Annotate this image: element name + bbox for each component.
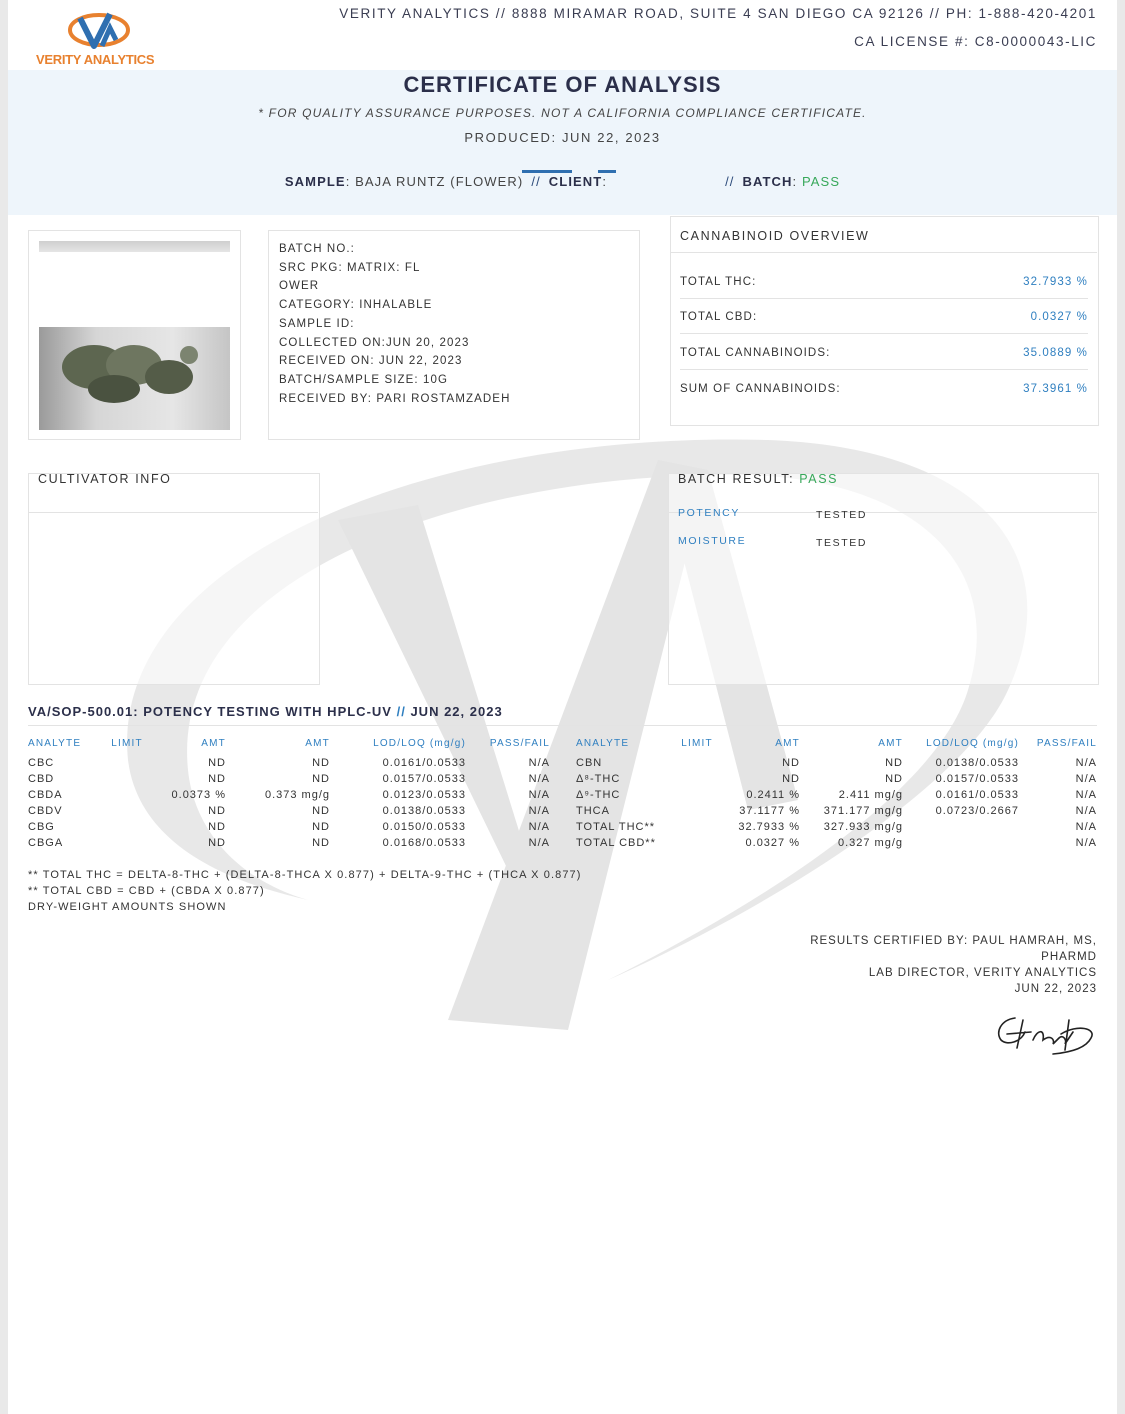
pass-fail-cell: N/A [1075,757,1097,769]
amt-mg-cell: ND [312,821,330,833]
analyte-cell: CBDA [28,789,63,801]
potency-date: JUN 22, 2023 [410,704,503,719]
col-analyte: ANALYTE [28,738,82,749]
amt-percent-cell: ND [208,837,226,849]
amt-percent-cell: ND [208,757,226,769]
amt-percent-cell: ND [208,773,226,785]
batch-status: PASS [801,174,841,189]
ca-license: CA LICENSE #: C8-0000043-LIC [854,34,1097,49]
analyte-cell: CBGA [28,837,64,849]
client-value: : [602,174,608,189]
potency-row [576,755,1097,771]
lod-loq-cell: 0.0161/0.0533 [935,789,1019,801]
pass-fail-cell: N/A [528,773,550,785]
pass-fail-cell: N/A [1075,837,1097,849]
sample-value: : BAJA RUNTZ (FLOWER) [345,174,524,189]
analyte-cell: TOTAL CBD** [576,837,656,849]
potency-row [576,787,1097,803]
pass-fail-cell: N/A [1075,773,1097,785]
col-amt-mg: AMT [305,738,330,749]
limit-cell [98,755,156,771]
batch-result-heading [678,472,838,486]
potency-row [28,771,550,787]
potency-row [28,787,550,803]
batch-result-status: PASS [799,472,839,486]
overview-value: 32.7933 % [1023,276,1088,288]
separator: // [725,174,735,189]
overview-value: 35.0889 % [1023,347,1088,359]
analyte-cell: Δ⁹-THC [576,789,621,801]
redaction-bar [598,170,616,173]
amt-mg-cell: 0.373 mg/g [264,789,330,801]
batch-result-label: BATCH RESULT: [678,472,795,486]
cannabis-flower-icon [39,327,230,430]
footnote-dry-weight: DRY-WEIGHT AMOUNTS SHOWN [28,901,227,913]
amt-mg-cell: ND [312,805,330,817]
amt-mg-cell: ND [312,773,330,785]
sample-info-box [268,230,640,440]
col-amt-percent: AMT [201,738,226,749]
potency-row [28,835,550,851]
lod-loq-cell: 0.0123/0.0533 [382,789,466,801]
amt-mg-cell: 371.177 mg/g [823,805,903,817]
col-amt-percent: AMT [775,738,800,749]
analyte-cell: THCA [576,805,610,817]
amt-percent-cell: 37.1177 % [739,805,800,817]
sample-photo [39,327,230,430]
sample-id: SAMPLE ID: [279,317,355,330]
lod-loq-cell: 0.0723/0.2667 [935,805,1019,817]
pass-fail-cell: N/A [1075,805,1097,817]
overview-label: TOTAL CANNABINOIDS: [680,347,831,359]
col-lod-loq: LOD/LOQ (mg/g) [926,738,1019,749]
amt-percent-cell: ND [782,773,800,785]
col-pass-fail: PASS/FAIL [489,738,550,749]
certification-block [810,933,1097,997]
sample-line [8,174,1117,189]
src-pkg-wrap: OWER [279,280,320,293]
pass-fail-cell: N/A [528,837,550,849]
batch-colon: : [792,174,798,189]
lod-loq-cell: 0.0138/0.0533 [935,757,1019,769]
signature [993,1010,1099,1058]
analyte-cell: Δ⁸-THC [576,773,621,785]
amt-percent-cell: 0.0373 % [171,789,226,801]
batch-label: BATCH [742,174,793,189]
amt-percent-cell: 0.0327 % [745,837,800,849]
received-on: RECEIVED ON: JUN 22, 2023 [279,355,463,368]
analyte-cell: CBG [28,821,55,833]
lod-loq-cell: 0.0150/0.0533 [382,821,466,833]
overview-heading: CANNABINOID OVERVIEW [680,229,870,243]
analyte-cell: CBN [576,757,603,769]
amt-mg-cell: ND [885,757,903,769]
separator: // [531,174,541,189]
potency-table-right [576,738,1097,851]
client-label: CLIENT [548,174,603,189]
potency-row [576,803,1097,819]
lod-loq-cell: 0.0161/0.0533 [382,757,466,769]
pass-fail-cell: N/A [528,805,550,817]
amt-percent-cell: 0.2411 % [746,789,800,801]
potency-row [576,835,1097,851]
sample-photo-box [28,230,241,440]
col-limit: LIMIT [111,738,143,749]
photo-strip [39,241,230,252]
pass-fail-cell: N/A [1075,789,1097,801]
lod-loq-cell: 0.0157/0.0533 [935,773,1019,785]
cultivator-info-box [28,473,320,685]
divider [680,333,1088,334]
disclaimer: * FOR QUALITY ASSURANCE PURPOSES. NOT A CALIFORNIA COMPLIANCE CERTIFICATE. [258,106,867,120]
col-amt-mg: AMT [878,738,903,749]
amt-mg-cell: 0.327 mg/g [837,837,903,849]
analyte-cell: CBD [28,773,55,785]
category: CATEGORY: INHALABLE [279,299,433,312]
col-limit: LIMIT [681,738,713,749]
amt-mg-cell: 2.411 mg/g [838,789,903,801]
page-title: CERTIFICATE OF ANALYSIS [403,72,722,97]
potency-method: VA/SOP-500.01: POTENCY TESTING WITH HPLC-UV [28,704,392,719]
certified-by: RESULTS CERTIFIED BY: PAUL HAMRAH, MS, [810,935,1097,947]
src-pkg: SRC PKG: MATRIX: FL [279,261,421,274]
limit-cell [98,819,156,835]
pass-fail-cell: N/A [528,757,550,769]
amt-percent-cell: 32.7933 % [738,821,800,833]
potency-row [28,803,550,819]
divider [680,369,1088,370]
overview-value: 0.0327 % [1030,311,1088,323]
separator: // [396,704,406,719]
test-name-moisture: MOISTURE [678,535,747,547]
limit-cell [662,803,732,819]
lod-loq-cell: 0.0157/0.0533 [382,773,466,785]
cultivator-heading: CULTIVATOR INFO [38,472,172,486]
test-status-moisture: TESTED [816,537,868,549]
overview-value: 37.3961 % [1023,383,1088,395]
certification-date: JUN 22, 2023 [1014,983,1097,995]
potency-table-left [28,738,550,851]
analyte-cell: TOTAL THC** [576,821,656,833]
pass-fail-cell: N/A [1075,821,1097,833]
limit-cell [662,771,732,787]
produced-date: PRODUCED: JUN 22, 2023 [464,130,661,145]
overview-label: SUM OF CANNABINOIDS: [680,383,841,395]
certified-by-credential: PHARMD [1041,951,1097,963]
analyte-cell: CBC [28,757,55,769]
amt-mg-cell: 327.933 mg/g [823,821,903,833]
collected-on: COLLECTED ON:JUN 20, 2023 [279,336,470,349]
lab-address: VERITY ANALYTICS // 8888 MIRAMAR ROAD, SUITE 4 SAN DIEGO CA 92126 // PH: 1-888-420-4201 [339,6,1097,21]
footnote-total-cbd: ** TOTAL CBD = CBD + (CBDA X 0.877) [28,885,265,897]
footnote-total-thc: ** TOTAL THC = DELTA-8-THC + (DELTA-8-THCA X 0.877) + DELTA-9-THC + (THCA X 0.877) [28,869,582,881]
col-analyte: ANALYTE [576,738,630,749]
analyte-cell: CBDV [28,805,63,817]
lod-loq-cell [903,819,1019,835]
amt-percent-cell: ND [208,821,226,833]
amt-percent-cell: ND [782,757,800,769]
amt-mg-cell: ND [312,837,330,849]
amt-mg-cell: ND [885,773,903,785]
redaction-bar [522,170,572,173]
overview-label: TOTAL THC: [680,276,757,288]
logo-text: VERITY ANALYTICS [36,52,155,67]
limit-cell [662,755,732,771]
lod-loq-cell [903,835,1019,851]
potency-row [28,755,550,771]
potency-row [28,819,550,835]
batch-result-box [668,473,1099,685]
sample-info-list [279,240,510,408]
amt-mg-cell: ND [312,757,330,769]
footnotes [28,867,582,915]
col-pass-fail: PASS/FAIL [1036,738,1097,749]
limit-cell [662,819,732,835]
limit-cell [98,771,156,787]
divider [28,512,318,513]
col-lod-loq: LOD/LOQ (mg/g) [373,738,466,749]
divider [680,298,1088,299]
lod-loq-cell: 0.0168/0.0533 [382,837,466,849]
potency-heading [28,704,503,719]
potency-row [576,771,1097,787]
limit-cell [98,803,156,819]
batch-sample-size: BATCH/SAMPLE SIZE: 10G [279,373,449,386]
pass-fail-cell: N/A [528,821,550,833]
divider [28,725,1097,726]
pass-fail-cell: N/A [528,789,550,801]
overview-label: TOTAL CBD: [680,311,758,323]
certificate-page [8,0,1117,1414]
divider [670,252,1097,253]
limit-cell [98,835,156,851]
received-by: RECEIVED BY: PARI ROSTAMZADEH [279,392,511,405]
verity-analytics-logo-icon [66,8,132,52]
test-status-potency: TESTED [816,509,868,521]
potency-row [576,819,1097,835]
sample-label: SAMPLE [284,174,346,189]
lod-loq-cell: 0.0138/0.0533 [382,805,466,817]
batch-no: BATCH NO.: [279,243,355,255]
limit-cell [662,835,732,851]
certifier-title: LAB DIRECTOR, VERITY ANALYTICS [868,967,1097,979]
limit-cell [662,787,732,803]
amt-percent-cell: ND [208,805,226,817]
test-name-potency: POTENCY [678,507,740,519]
limit-cell [98,787,156,803]
